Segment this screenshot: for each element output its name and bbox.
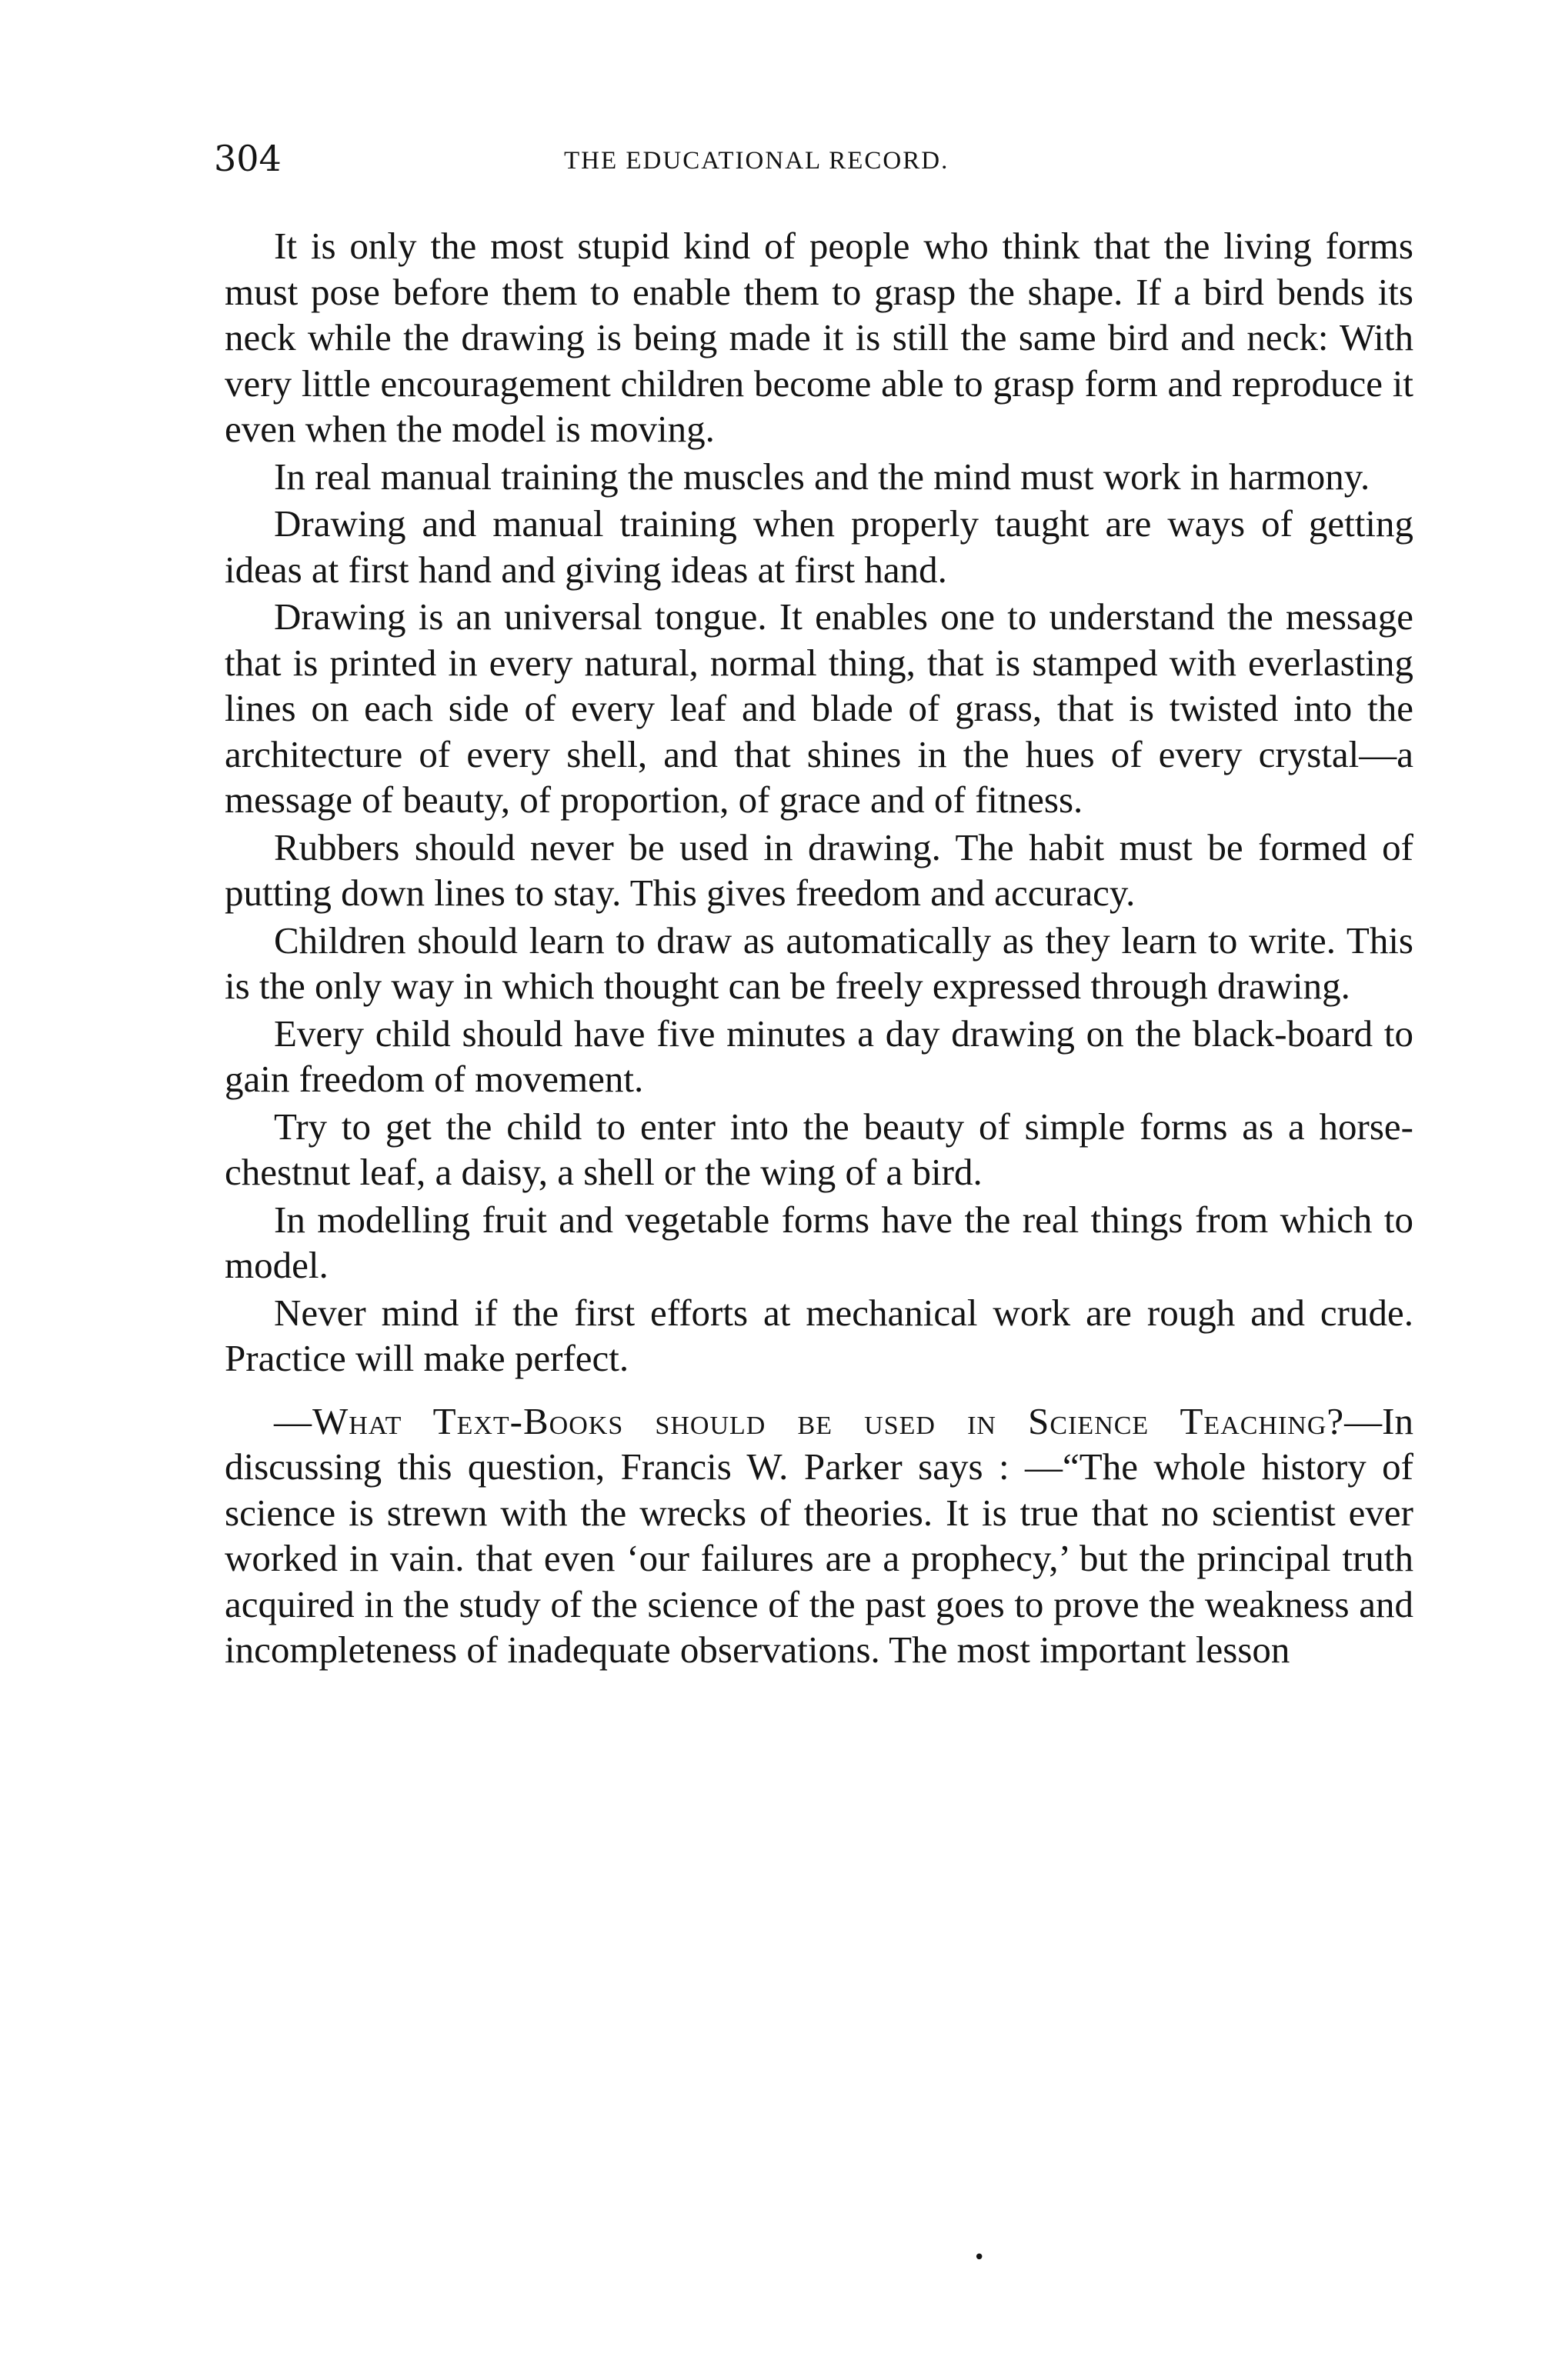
section-heading: —What Text-Books should be used in Science Teaching? bbox=[274, 1399, 1345, 1442]
paragraph: Children should learn to draw as automatically as they learn to write. This is the only way in which thought can be freely expressed through drawing. bbox=[225, 918, 1413, 1007]
science-teaching-paragraph bbox=[225, 1398, 1413, 1673]
paragraph: In real manual training the muscles and the mind must work in harmony. bbox=[274, 455, 1370, 498]
paragraph: Every child should have five minutes a day drawing on the black-board to gain freedom of movement. bbox=[225, 1012, 1413, 1100]
paragraph: Try to get the child to enter into the beauty of simple forms as a horse-chestnut leaf, a daisy, a shell or the wing of a bird. bbox=[225, 1105, 1413, 1193]
paragraph: Rubbers should never be used in drawing. The habit must be formed of putting down lines to stay. This gives freedom and accuracy. bbox=[225, 825, 1413, 914]
section-text: —In discussing this question, Francis W. Parker says : —“The whole history of science is strewn with the wrecks of theories. It is true that no scientist ever worked in vain. that even ‘our failures are a prophecy,’ but the principal truth acquired in the study of the science of the past goes to prove the weakness and incompleteness of inadequate observations. The most important lesson bbox=[225, 1399, 1413, 1671]
running-title: THE EDUCATIONAL RECORD. bbox=[564, 147, 949, 175]
body-text bbox=[225, 223, 1413, 1673]
paragraph: Drawing is an universal tongue. It enables one to understand the message that is printed in every natural, normal thing, that is stamped with everlasting lines on each side of every leaf and blade of grass, that is twisted into the architecture of every shell, and that shines in the hues of every crystal—a message of beauty, of proportion, of grace and of fitness. bbox=[225, 595, 1413, 821]
footer-mark: • bbox=[973, 2246, 986, 2269]
page-header bbox=[214, 135, 1460, 189]
paragraph: In modelling fruit and vegetable forms have the real things from which to model. bbox=[225, 1198, 1413, 1286]
paragraph: It is only the most stupid kind of people who think that the living forms must pose before them to enable them to grasp the shape. If a bird bends its neck while the drawing is being made it is still the same bird and neck: With very little encouragement children become able to grasp form and reproduce it even when the model is moving. bbox=[225, 225, 1413, 450]
page-number: 304 bbox=[214, 138, 282, 179]
paragraph: Never mind if the first efforts at mechanical work are rough and crude. Practice will make perfect. bbox=[225, 1291, 1413, 1379]
paragraph: Drawing and manual training when properly taught are ways of getting ideas at first hand and giving ideas at first hand. bbox=[225, 502, 1413, 591]
